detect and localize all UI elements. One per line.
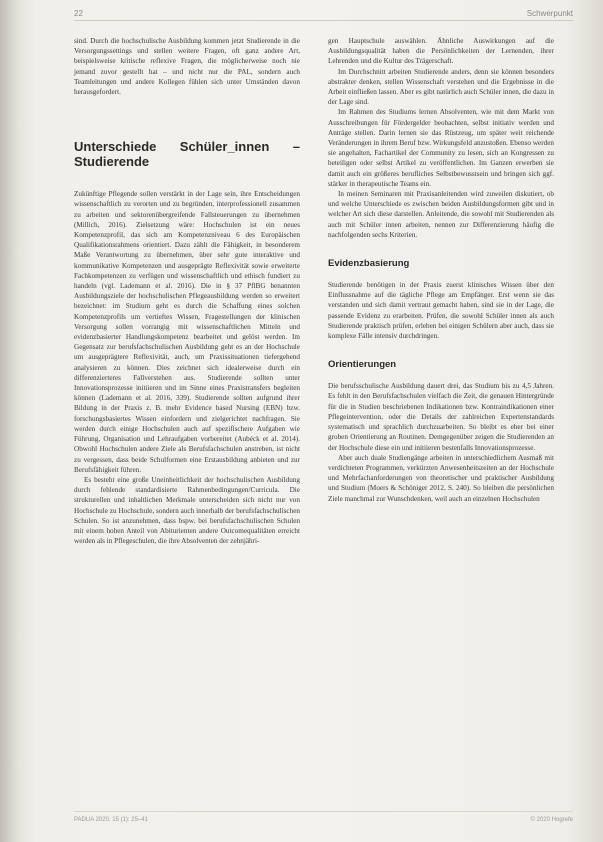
section-paragraph: Die berufsschulische Ausbildung dauert drei, das Studium bis zu 4,5 Jahren. Es fehlt in den Berufsfachschulen vielfach die Zeit, die genauen Hintergründe für die in Studien beschriebenen Indikationen bzw. Kontraindikationen einer Pflegeintervention, oder die Details der zahlreichen Expertenstandards systematisch und sprachlich durchzuarbeiten. So bleibt es eher bei einer groben Orientierung an Routinen. Demgegenüber zeigen die Studierenden an der Hochschule diese ein und initiieren bestenfalls Innovationsprozesse.	[328, 382, 554, 452]
section-heading-evidenzbasierung: Evidenzbasierung	[328, 258, 410, 270]
section-heading-orientierungen: Orientierungen	[328, 359, 397, 371]
right-intro-paragraph: Im Rahmen des Studiums lernen Absolventen, wie mit dem Markt von Ausschreibungen für Fördergelder beobachten, selbst initiativ werden und Anträge stellen. Darin lernen sie das Rüstzeug, um später weit reichende Veränderungen in ihrem Beruf bzw. Wirkungsfeld anzustoßen. Ebenso werden sie angehalten, Fachartikel der Community zu lesen, sich an Kongressen zu beteiligen oder selbst Artikel zu veröffentlichen. Im Ganzen erwerben sie damit auch ein größeres berufliches Selbstbewusstsein und bringen sich ggf. stärker in therapeutische Teams ein.	[328, 108, 554, 188]
right-column	[328, 36, 554, 504]
closing-paragraph: Aber auch duale Studiengänge arbeiten in unterschiedlichem Ausmaß mit verdichteten Programmen, verkürzten Anwesenheitszeiten an der Hochschule und Mehrfachanforderungen von theoretischer und praktischer Ausbildung und Studium (Moers & Schöniger 2012, S. 240). So bleiben die persönlichen Ziele manchmal zur Wunschdenken, weil auch an einzelnen Hochschulen	[328, 453, 554, 503]
right-intro-paragraph: In meinen Seminaren mit Praxisanleitenden wird zuweilen diskutiert, ob und welche Unterschiede es zwischen beiden Ausbildungsformen gibt und in welcher Art sich diese darstellen. Anleitende, die sowohl mit Studierenden als auch mit Schüler innen arbeiten, nennen zur Differenzierung häufig die nachfolgenden sechs Kriterien.	[328, 190, 554, 239]
right-intro-paragraph: gen Hauptschule auswählen. Ähnliche Auswirkungen auf die Ausbildungsqualität haben die Persönlichkeiten der Lernenden, ihrer Lehrenden und die Kultur des Trägerschaft.	[328, 37, 554, 66]
left-paragraph: Zukünftige Pflegende sollen verstärkt in der Lage sein, ihre Entscheidungen wissenschaftlich zu verorten und zu begründen, interprofessionell zusammen zu arbeiten und sektorenübergreifende Fallsteuerungen zu übernehmen (Millich, 2016). Zielsetzung wäre: Hochschulen ist ein neues Kompetenzprofil, das sich am Kompetenzniveau 6 des Europäischen Qualifikationsrahmens orientiert. Dazu zählt die Fähigkeit, in besonderem Maße Verantwortung zu übernehmen, über sehr gute interaktive und kommunikative Kompetenzen und ausgeprägte Reflexivität sowie erweiterte Fachkompetenzen zu verfügen und wissenschaftlich und ethisch fundiert zu handeln (vgl. Lademann et al. 2016). Die in § 37 PflBG benannten Ausbildungsziele der hochschulischen Pflegeausbildung werden so erweitert bezeichnet: im Studium geht es durch die Schaffung eines solchen Kompetenzprofils um vertieftes Wissen, Fragestellungen der klinischen Versorgung sollen vorrangig mit wissenschaftlichen Mitteln und evidenzbasierter Handlungskompetenz bearbeitet und gelöst werden. Im Gegensatz zur berufsfachschulischen Ausbildung geht es an der Hochschule um ausgeprägtere Reflexivität, auch, um Praxissituationen tiefergehend analysieren zu können. Dies zeichnet sich idealerweise durch ein differenzierteres Fallverstehen aus. Studierende sollten unter Innovationsprozesse initiieren und im Sinne eines Praxistransfers begleiten können (Lademann et al. 2016, 339). Studierende sollten aufgrund ihrer Bildung in der Praxis z. B. mehr Evidence based Nursing (EBN) bzw. forschungsbasiertes Wissen einfordern und zielgerichtet nachfragen. Sie werden durch einige Hochschulen auch auf spezifischere Aufgaben wie Führung, Organisation und Lehraufgaben vorbereitet (Aubéck et al. 2014). Obwohl Hochschulen andere Ziele als Berufsfachschulen anstreben, ist nicht zu vergessen, dass beide Schulformen eine Erstausbildung anbieten und zur Berufsfähigkeit führen.	[74, 190, 300, 474]
left-column	[74, 36, 300, 546]
right-intro-paragraph: Im Durchschnitt arbeiten Studierende anders, denn sie können besonders abstrakter denken, stellen Wissenschaft verstehen und die Ergebnisse in die Arbeit einfließen lassen. Aber es gibt natürlich auch Schüler innen, die dazu in der Lage sind.	[328, 67, 554, 107]
header-rule	[74, 20, 573, 21]
page-header	[74, 6, 573, 20]
publisher-mark: © 2020 Hogrefe	[530, 817, 573, 823]
footer-rule	[74, 811, 573, 812]
section-paragraph: Studierende benötigen in der Praxis zuerst klinisches Wissen über den Einflussnahme auf die tägliche Pflege am Empfänger. Erst wenn sie das verstanden und sich damit vertraut gemacht haben, sind sie in der Lage, die passende Evidenz zu erarbeiten. Prüfen, die sowohl Schüler innen als auch Studierende praktisch prüfen, erleben bei einigen Schülern aber auch, dass sie komplexe Fälle intensiv durchdringen.	[328, 281, 554, 341]
left-intro-paragraph: sind. Durch die hochschulische Ausbildung kommen jetzt Studierende in die Versorgungssettings und stellen weitere Fragen, oft ganz andere Art, beispielsweise kritische reflexive Fragen, die möglicherweise noch nie jemand zuvor gestellt hat – und nicht nur die PAL, sondern auch Teamleitungen und andere Kollegen fühlen sich unter Umständen davon herausgefordert.	[74, 37, 300, 97]
running-title: Schwerpunkt	[526, 8, 573, 18]
journal-citation: PADUA 2020, 15 (1): 25–41	[74, 817, 148, 823]
page-fold-shadow	[0, 0, 18, 842]
left-paragraph: Es besteht eine große Uneinheitlichkeit der hochschulischen Ausbildung durch fehlende standardisierte Rahmenbedingungen/Curricula. Die strukturellen und inhaltlichen Merkmale unterscheiden sich nicht nur von Hochschule zu Hochschule, sondern auch innerhalb der berufsfachschulischen Schulen. So ist anzunehmen, dass bspw. bei berufsfachschulischen Schulen mit einem hohen Anteil von Abiturienten andere Outcomequalitäten erreicht werden als in Pflegeschulen, die ihre Absolventen der zehnjähri-	[74, 475, 300, 546]
page-number: 22	[74, 8, 83, 18]
section-heading-unterschiede: Unterschiede Schüler_innen – Studierende	[74, 139, 300, 170]
page-footer	[74, 814, 573, 826]
